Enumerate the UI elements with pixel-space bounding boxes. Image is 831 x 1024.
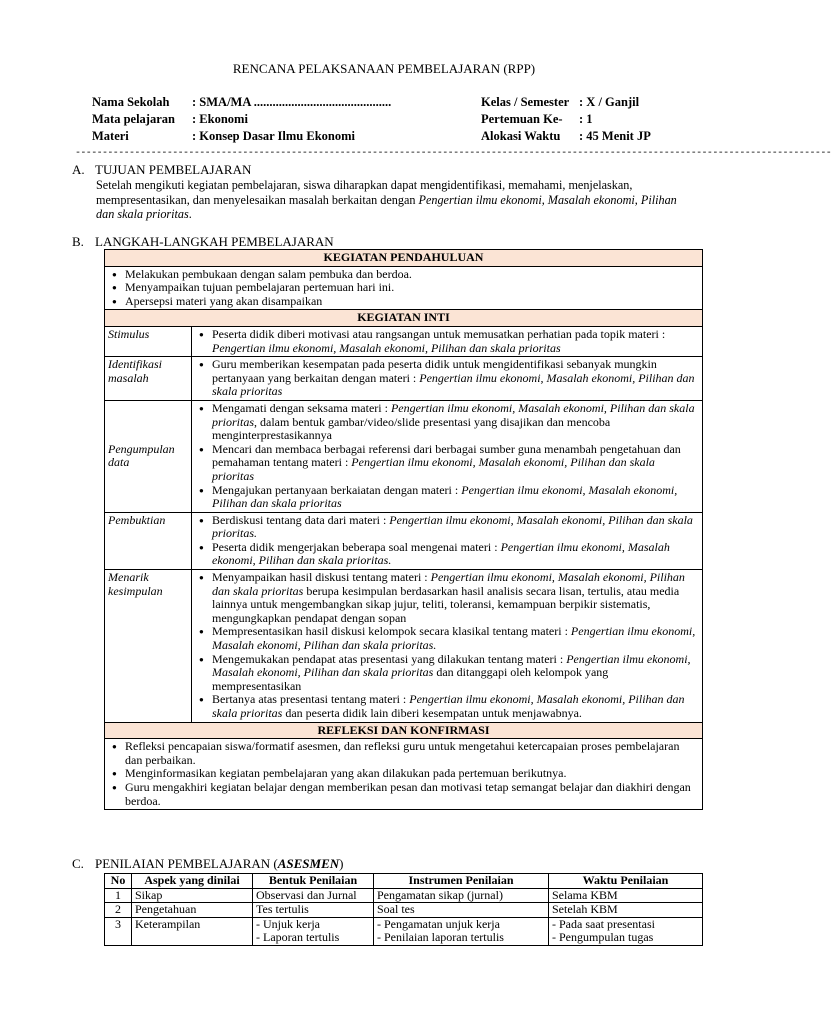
step-label: Pengumpulan data	[105, 400, 192, 512]
mapel-label: Mata pelajaran	[92, 112, 175, 126]
list-item: ● Peserta didik mengerjakan beberapa soal mengenai materi : Pengertian ilmu ekonomi, Masalah ekonomi, Pilihan dan skala prioritas.	[195, 541, 699, 568]
list-item: ● Guru mengakhiri kegiatan belajar dengan memberikan pesan dan motivasi tetap semangat belajar dan diakhiri dengan berdoa.	[108, 781, 699, 808]
list-item: ● Apersepsi materi yang akan disampaikan	[108, 295, 699, 309]
section-c-heading	[72, 857, 343, 871]
identity-row	[92, 94, 692, 111]
waktu-cell: Selama KBM	[549, 888, 703, 903]
column-header: Aspek yang dinilai	[132, 874, 253, 889]
list-item: ● Refleksi pencapaian siswa/formatif asesmen, dan refleksi guru untuk mengetahui ketercapaian proses pembelajaran dan perbaikan.	[108, 740, 699, 767]
pendahuluan-cell	[105, 266, 703, 310]
list-item: ● Peserta didik diberi motivasi atau rangsangan untuk memusatkan perhatian pada topik materi : Pengertian ilmu ekonomi, Masalah ekonomi, Pilihan dan skala prioritas	[195, 328, 699, 355]
assessment-table	[104, 873, 703, 946]
list-item: ● Mengemukakan pendapat atas presentasi yang dilakukan tentang materi : Pengertian ilmu ekonomi, Masalah ekonomi, Pilihan dan skala prioritas dan ditanggapi oleh kelompok yang mempresentasikan	[195, 653, 699, 694]
aspek-cell: Keterampilan	[132, 917, 253, 945]
table-header-row	[105, 874, 703, 889]
section-title: PENILAIAN PEMBELAJARAN (	[95, 856, 278, 871]
step-label: Stimulus	[105, 326, 192, 356]
table-row	[105, 888, 703, 903]
refleksi-cell	[105, 739, 703, 810]
objective-topic: Pengertian ilmu ekonomi, Masalah ekonomi, Pilihan dan skala prioritas	[96, 192, 677, 221]
column-header: Instrumen Penilaian	[374, 874, 549, 889]
instrumen-cell: - Pengamatan unjuk kerja - Penilaian laporan tertulis	[374, 917, 549, 945]
row-number: 2	[105, 903, 132, 918]
identity-row	[92, 128, 692, 145]
section-letter: C.	[72, 856, 84, 871]
waktu-cell: - Pada saat presentasi - Pengumpulan tugas	[549, 917, 703, 945]
list-item: ● Mencari dan membaca berbagai referensi dari berbagai sumber guna menambah pengetahuan dan pemahaman tentang materi : Pengertian ilmu ekonomi, Masalah ekonomi, Pilihan dan skala prioritas	[195, 443, 699, 484]
step-content	[192, 512, 703, 569]
bentuk-cell: - Unjuk kerja - Laporan tertulis	[253, 917, 374, 945]
separator-line: --------------------------------------------------------------------------------------------------------------------------------------------	[75, 148, 831, 159]
table-row	[105, 917, 703, 945]
section-title: LANGKAH-LANGKAH PEMBELAJARAN	[95, 234, 334, 249]
table-row	[105, 903, 703, 918]
instrumen-cell: Soal tes	[374, 903, 549, 918]
aspek-cell: Sikap	[132, 888, 253, 903]
sekolah-label: Nama Sekolah	[92, 95, 170, 109]
column-header: No	[105, 874, 132, 889]
sekolah-value: : SMA/MA ............................................	[192, 95, 392, 109]
alokasi-value: : 45 Menit JP	[579, 129, 651, 143]
waktu-cell: Setelah KBM	[549, 903, 703, 918]
section-letter: B.	[72, 234, 84, 249]
step-label: Pembuktian	[105, 512, 192, 569]
aspek-cell: Pengetahuan	[132, 903, 253, 918]
column-header: Bentuk Penilaian	[253, 874, 374, 889]
section-a-heading	[72, 163, 251, 177]
bentuk-cell: Observasi dan Jurnal	[253, 888, 374, 903]
list-item: ● Bertanya atas presentasi tentang materi : Pengertian ilmu ekonomi, Masalah ekonomi, Pilihan dan skala prioritas dan peserta didik lain diberi kesempatan untuk menjawabnya.	[195, 693, 699, 720]
refleksi-list	[108, 740, 699, 808]
column-header: Waktu Penilaian	[549, 874, 703, 889]
section-letter: A.	[72, 162, 85, 177]
pertemuan-value: : 1	[579, 112, 593, 126]
list-item: ● Guru memberikan kesempatan pada peserta didik untuk mengidentifikasi sebanyak mungkin pertanyaan yang berkaitan dengan materi : Pengertian ilmu ekonomi, Masalah ekonomi, Pilihan dan skala prioritas	[195, 358, 699, 399]
instrumen-cell: Pengamatan sikap (jurnal)	[374, 888, 549, 903]
list-item: ● Mengamati dengan seksama materi : Pengertian ilmu ekonomi, Masalah ekonomi, Pilihan dan skala prioritas, dalam bentuk gambar/video/slide presentasi yang disajikan dan mencoba menginterprestasikannya	[195, 402, 699, 443]
table-row	[105, 512, 703, 569]
pertemuan-label: Pertemuan Ke-	[481, 112, 563, 126]
section-title-end: )	[339, 856, 344, 871]
identity-row	[92, 111, 692, 128]
list-item: ● Menyampaikan tujuan pembelajaran pertemuan hari ini.	[108, 281, 699, 295]
pendahuluan-list	[108, 268, 699, 309]
table-row	[105, 357, 703, 401]
row-number: 1	[105, 888, 132, 903]
list-item: ● Mempresentasikan hasil diskusi kelompok secara klasikal tentang materi : Pengertian ilmu ekonomi, Masalah ekonomi, Pilihan dan skala prioritas.	[195, 625, 699, 652]
table-row	[105, 570, 703, 723]
table-row	[105, 400, 703, 512]
objective-end: .	[188, 207, 192, 221]
list-item: ● Menginformasikan kegiatan pembelajaran yang akan dilakukan pada pertemuan berikutnya.	[108, 767, 699, 781]
step-content	[192, 326, 703, 356]
materi-label: Materi	[92, 129, 129, 143]
objective-text: Setelah mengikuti kegiatan pembelajaran, siswa diharapkan dapat mengidentifikasi, memahami, menjelaskan, mempresentasikan, dan menyelesaikan masalah berkaitan dengan	[96, 178, 633, 207]
kelas-label: Kelas / Semester	[481, 95, 570, 109]
section-b-heading	[72, 235, 334, 249]
step-content	[192, 570, 703, 723]
section-title-italic: ASESMEN	[277, 856, 340, 871]
mapel-value: : Ekonomi	[192, 112, 248, 126]
step-content	[192, 357, 703, 401]
learning-steps-table	[104, 249, 703, 810]
bentuk-cell: Tes tertulis	[253, 903, 374, 918]
list-item: ● Mengajukan pertanyaan berkaiatan dengan materi : Pengertian ilmu ekonomi, Masalah ekonomi, Pilihan dan skala prioritas	[195, 484, 699, 511]
pendahuluan-header: KEGIATAN PENDAHULUAN	[105, 250, 703, 267]
document-title: RENCANA PELAKSANAAN PEMBELAJARAN (RPP)	[232, 61, 536, 76]
list-item: ● Menyampaikan hasil diskusi tentang materi : Pengertian ilmu ekonomi, Masalah ekonomi, Pilihan dan skala prioritas berupa kesimpulan berdasarkan hasil analisis secara lisan, tertulis, atau media lainnya untuk mengembangkan sikap jujur, teliti, toleransi, kemampuan berpikir sistematis, mengungkapkan pendapat dengan sopan	[195, 571, 699, 625]
inti-header: KEGIATAN INTI	[105, 310, 703, 327]
row-number: 3	[105, 917, 132, 945]
refleksi-header: REFLEKSI DAN KONFIRMASI	[105, 722, 703, 739]
step-label: Identifikasi masalah	[105, 357, 192, 401]
step-label: Menarik kesimpulan	[105, 570, 192, 723]
kelas-value: : X / Ganjil	[579, 95, 640, 109]
section-title: TUJUAN PEMBELAJARAN	[95, 162, 252, 177]
step-content	[192, 400, 703, 512]
list-item: ● Berdiskusi tentang data dari materi : Pengertian ilmu ekonomi, Masalah ekonomi, Pilihan dan skala prioritas.	[195, 514, 699, 541]
list-item: ● Melakukan pembukaan dengan salam pembuka dan berdoa.	[108, 268, 699, 282]
identity-block	[92, 94, 692, 145]
section-a-text	[96, 178, 696, 222]
table-row	[105, 326, 703, 356]
materi-value: : Konsep Dasar Ilmu Ekonomi	[192, 129, 355, 143]
alokasi-label: Alokasi Waktu	[481, 129, 561, 143]
